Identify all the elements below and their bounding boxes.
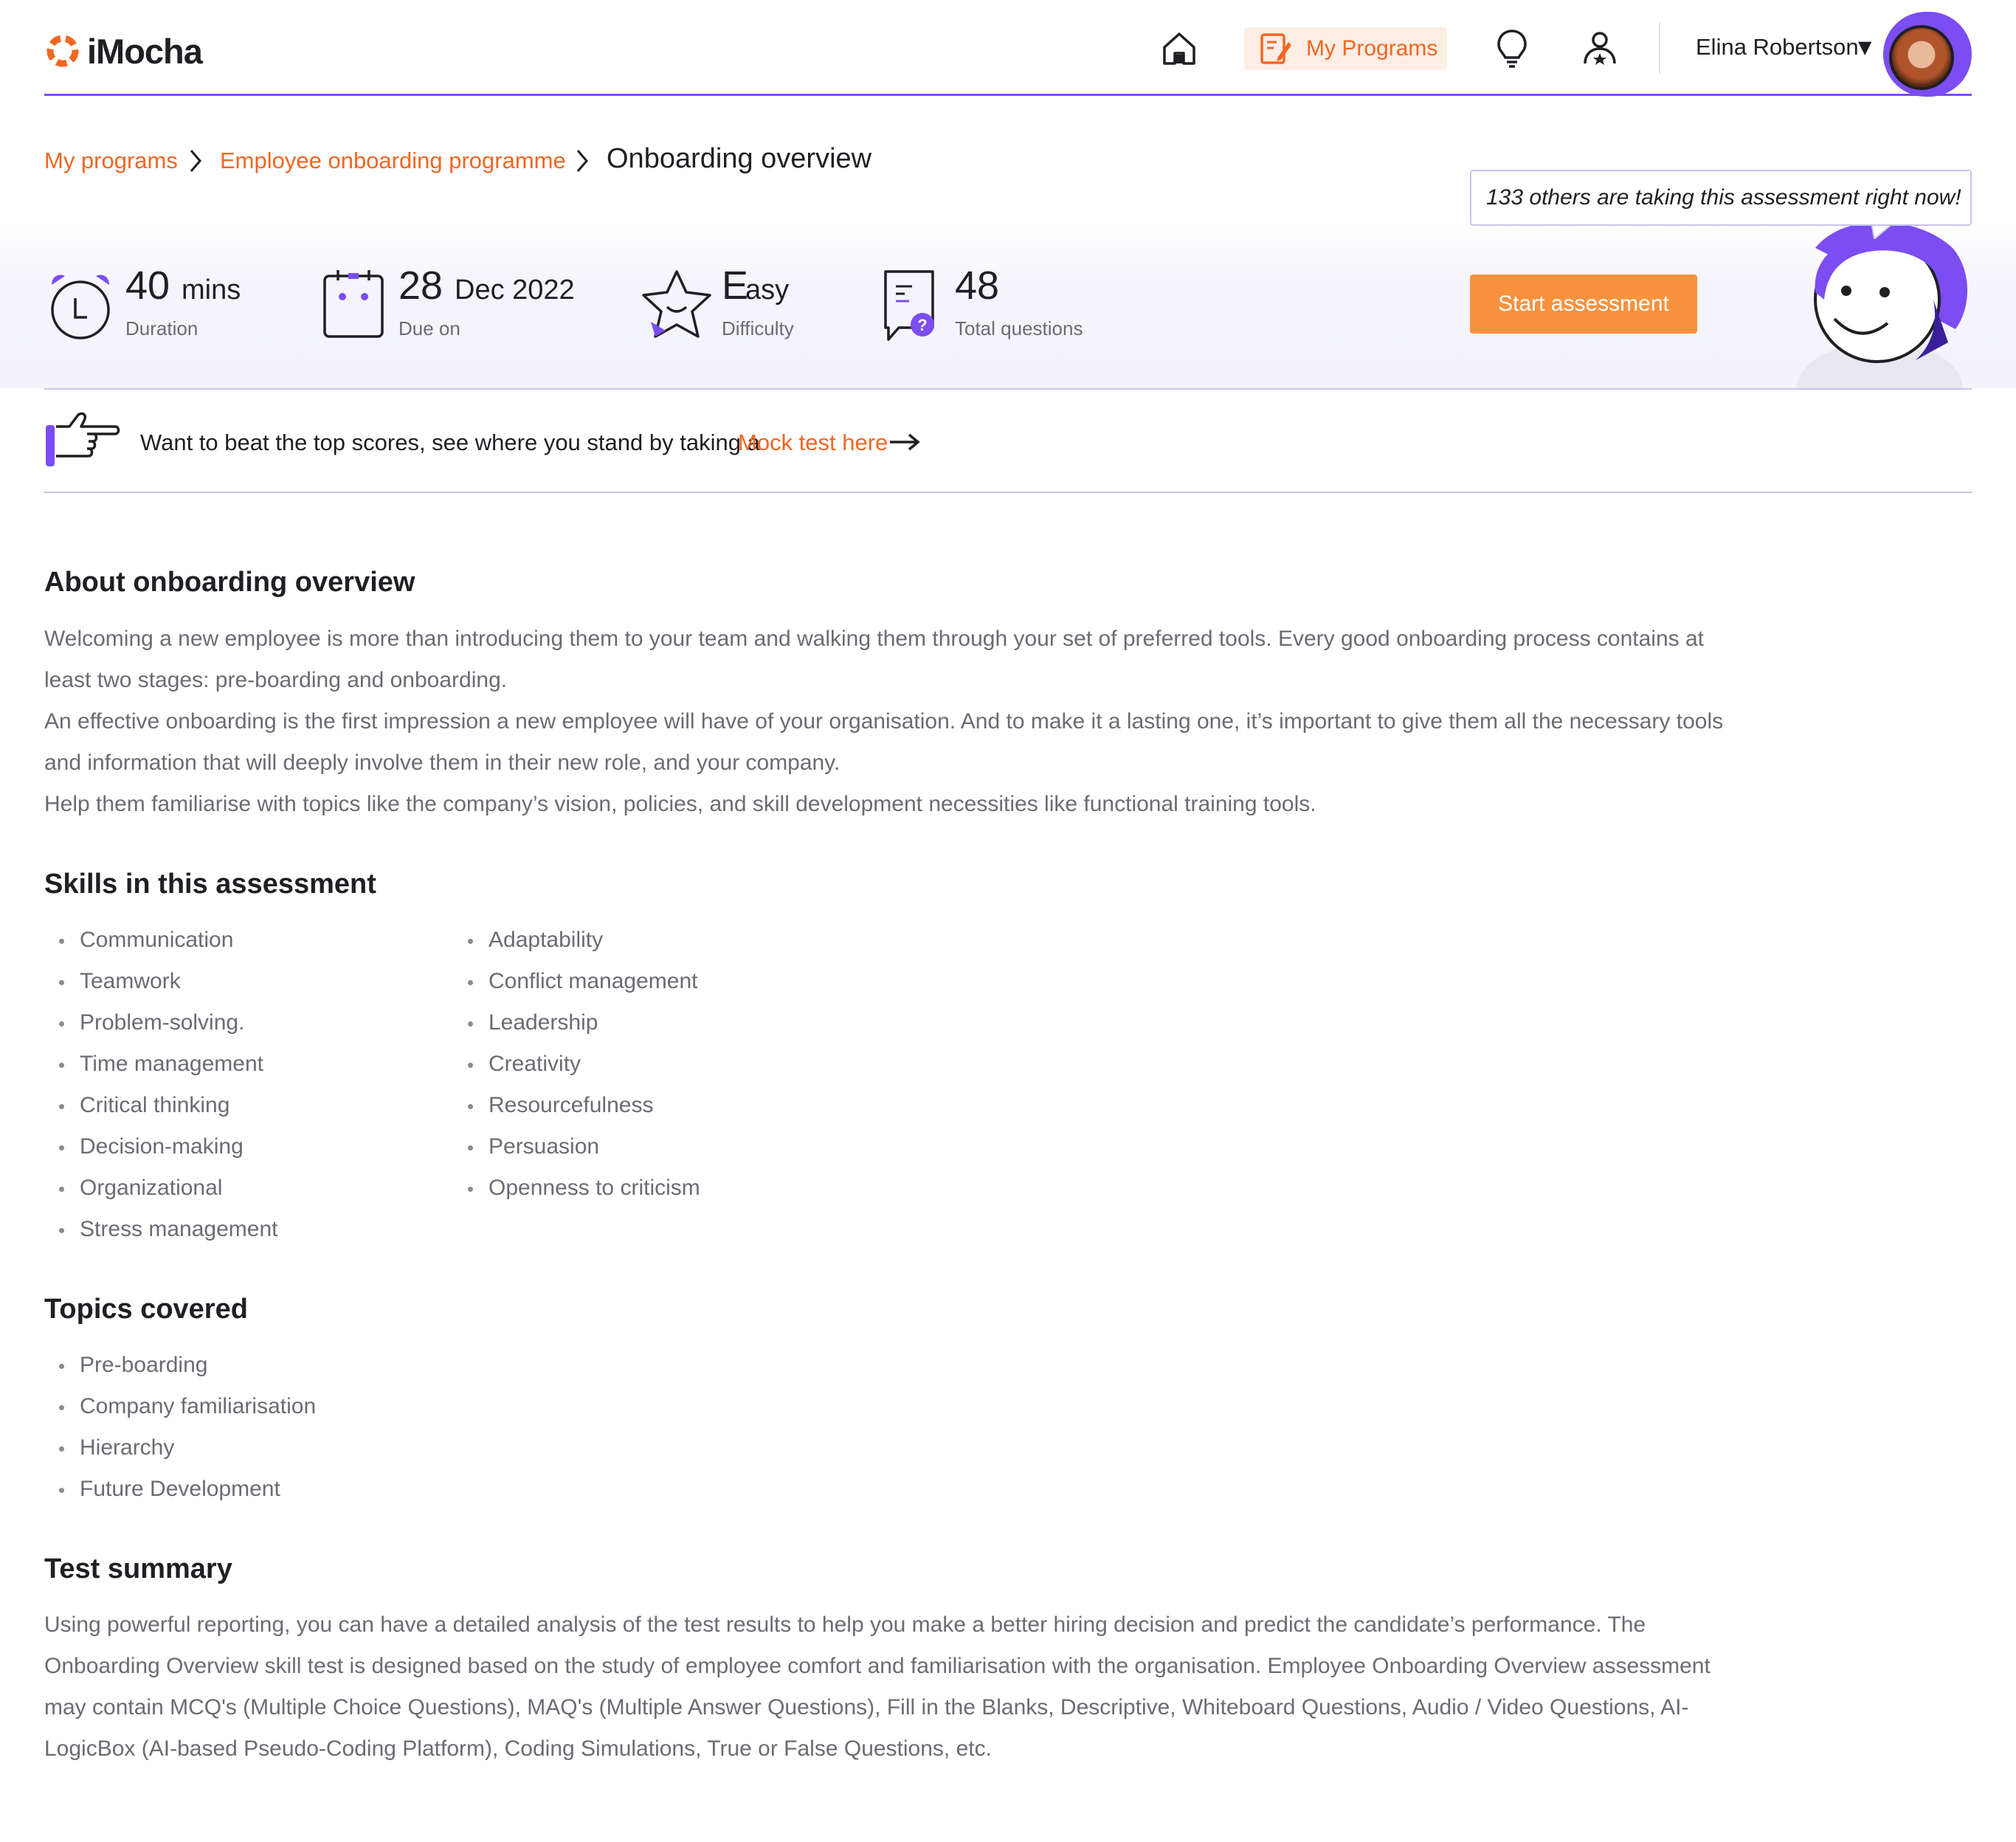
summary-heading: Test summary: [44, 1553, 232, 1584]
breadcrumb-current: Onboarding overview: [607, 143, 872, 174]
stats-divider: [44, 388, 1972, 390]
about-paragraph: Help them familiarise with topics like the company’s vision, policies, and skill development necessities like functional training tools.: [44, 792, 1316, 816]
home-icon[interactable]: [1160, 30, 1198, 68]
skill-item: Leadership: [453, 1002, 700, 1044]
skill-item: Stress management: [44, 1209, 277, 1250]
due-month-year: Dec 2022: [455, 275, 575, 306]
topics-list: [44, 1345, 316, 1510]
logo-mark-icon: [44, 32, 81, 69]
nav-my-programs-label: My Programs: [1306, 36, 1438, 61]
due-label: Due on: [398, 317, 460, 339]
header-divider: [44, 94, 1972, 96]
breadcrumb-my-programs[interactable]: My programs: [44, 148, 178, 173]
skills-list-col1: [44, 920, 277, 1250]
chevron-right-icon: [187, 146, 204, 176]
skill-item: Time management: [44, 1044, 277, 1085]
difficulty-rest: asy: [745, 275, 790, 306]
skill-item: Decision-making: [44, 1126, 277, 1167]
about-body: [44, 618, 1741, 825]
about-paragraph: Welcoming a new employee is more than introducing them to your team and walking them through your set of preferred tools. Every good onboarding process contains at least two stages: pre-boarding and onboarding.: [44, 627, 1705, 692]
skill-item: Persuasion: [453, 1126, 700, 1167]
skill-item: Openness to criticism: [453, 1167, 700, 1209]
logo-text: iMocha: [87, 31, 202, 71]
live-takers-tooltip: 133 others are taking this assessment right now!: [1470, 170, 1972, 226]
about-paragraph: An effective onboarding is the first impression a new employee will have of your organisation. And to make it a lasting one, it’s important to give them all the necessary tools and information that will deeply involve them in their new role, and your company.: [44, 709, 1724, 775]
topic-item: Company familiarisation: [44, 1386, 316, 1427]
topic-item: Pre-boarding: [44, 1345, 316, 1386]
lightbulb-icon[interactable]: [1495, 28, 1529, 69]
skill-item: Conflict management: [453, 961, 700, 1002]
mascot-illustration: [1786, 218, 1972, 388]
skill-item: Teamwork: [44, 961, 277, 1002]
duration-value: 40: [125, 263, 170, 308]
pointing-hand-icon: [44, 410, 121, 472]
duration-unit: mins: [182, 275, 241, 306]
difficulty-initial: E: [722, 263, 749, 308]
calendar-icon: [322, 269, 385, 339]
topic-item: Hierarchy: [44, 1427, 316, 1469]
skills-heading: Skills in this assessment: [44, 869, 376, 900]
skill-item: Critical thinking: [44, 1085, 277, 1126]
skills-list-col2: [453, 920, 700, 1209]
clock-icon: [47, 270, 114, 341]
nav-divider: [1659, 22, 1660, 74]
user-name[interactable]: Elina Robertson: [1696, 34, 1859, 60]
people-star-icon[interactable]: [1581, 30, 1619, 68]
caret-down-icon[interactable]: ▼: [1858, 37, 1872, 58]
breadcrumb-employee-onboarding[interactable]: Employee onboarding programme: [220, 148, 566, 173]
mock-test-link[interactable]: Mock test here: [738, 430, 888, 455]
summary-body: Using powerful reporting, you can have a detailed analysis of the test results to help you make a better hiring decision and predict the candidate’s performance. The Onboarding Overview skill test is designed based on the study of employee comfort and familiarisation with the organisation. Employee Onboarding Overview assessment may contain MCQ's (Multiple Choice Questions), MAQ's (Multiple Answer Questions), Fill in the Blanks, Descriptive, Whiteboard Questions, Audio / Video Questions, AI-LogicBox (AI-based Pseudo-Coding Platform), Coding Simulations, True or False Questions, etc.: [44, 1612, 1711, 1761]
topic-item: Future Development: [44, 1469, 316, 1510]
question-document-icon: [881, 269, 940, 342]
nav-my-programs[interactable]: [1244, 27, 1447, 70]
arrow-right-icon[interactable]: [888, 432, 921, 452]
skill-item: Communication: [44, 920, 277, 961]
topics-heading: Topics covered: [44, 1294, 248, 1325]
mock-test-prompt: Want to beat the top scores, see where you stand by taking a: [140, 430, 760, 455]
svg-text:?: ?: [917, 316, 928, 334]
questions-label: Total questions: [955, 317, 1083, 339]
mock-divider: [44, 491, 1972, 493]
skill-item: Problem-solving.: [44, 1002, 277, 1044]
imocha-logo[interactable]: [44, 30, 202, 72]
questions-value: 48: [955, 263, 1000, 308]
edit-document-icon: [1259, 32, 1293, 66]
skill-item: Resourcefulness: [453, 1085, 700, 1126]
skill-item: Creativity: [453, 1044, 700, 1085]
avatar[interactable]: [1889, 25, 1954, 90]
stats-band: [0, 221, 2016, 388]
about-heading: About onboarding overview: [44, 567, 415, 598]
due-day: 28: [398, 263, 443, 308]
duration-label: Duration: [125, 317, 199, 339]
skill-item: Organizational: [44, 1167, 277, 1209]
skill-item: Adaptability: [453, 920, 700, 961]
start-assessment-button[interactable]: Start assessment: [1470, 275, 1697, 334]
star-smile-icon: [639, 267, 714, 341]
difficulty-label: Difficulty: [722, 317, 794, 339]
chevron-right-icon: [574, 146, 590, 176]
